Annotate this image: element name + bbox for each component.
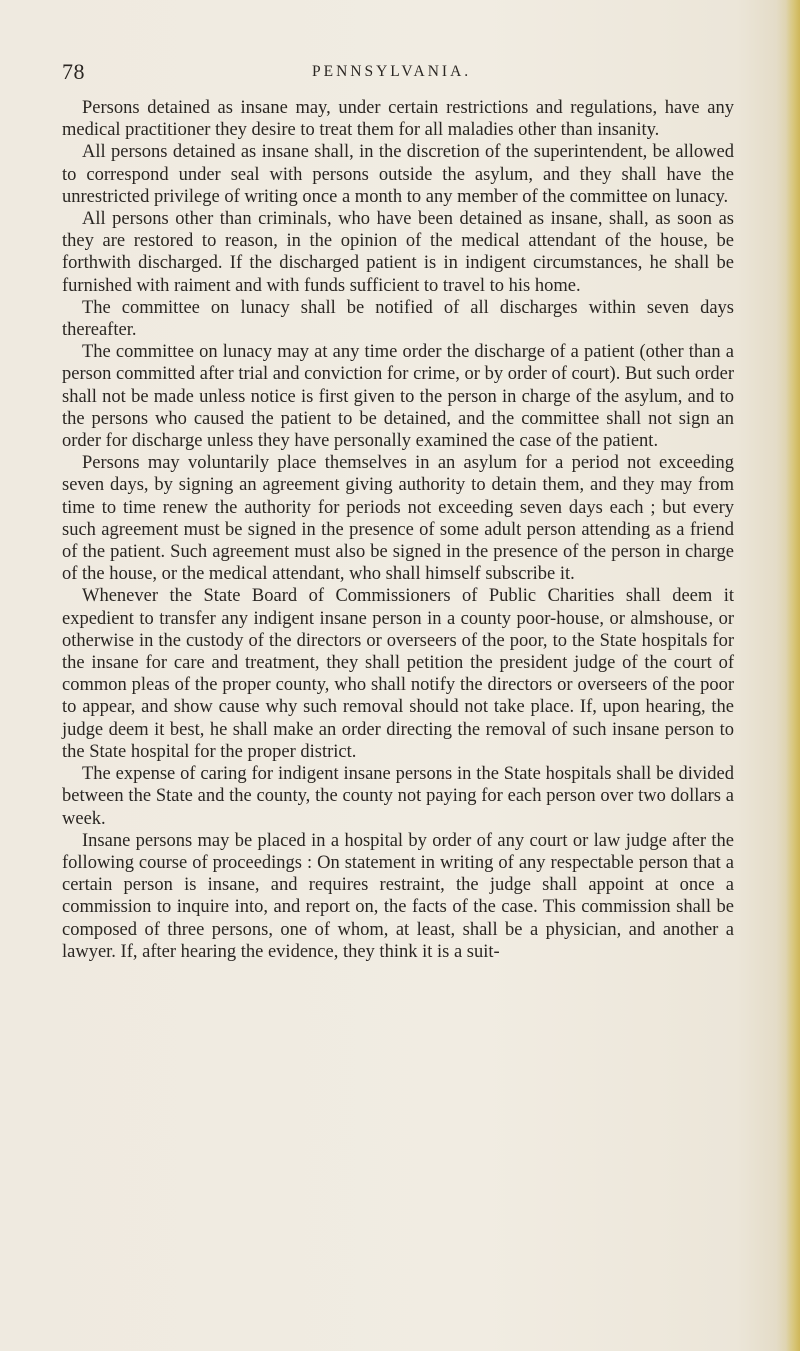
paragraph-committee-order: The committee on lunacy may at any time order the discharge of a patient (other than a person committed after trial and conviction for crime, or by order of court). But such order shall not be made unless notice is first given to the person in charge of the asylum, and to the persons who caused the patient to be detained, and the committee shall not sign an order for discharge unless they have personally examined the case of the patient. [62,342,734,452]
paragraph-correspondence: All persons detained as insane shall, in the discretion of the superintendent, be allowed to correspond under seal with persons outside the asylum, and they shall have the unrestricted privilege of writing once a month to any member of the committee on lunacy. [62,142,734,207]
page-header [62,60,732,84]
body-text [62,97,734,963]
paragraph-notification: The committee on lunacy shall be notified of all discharges within seven days thereafter. [62,297,734,341]
page-number: 78 [62,59,85,84]
paragraph-expense: The expense of caring for indigent insane persons in the State hospitals shall be divided between the State and the county, the county not paying for each person over two dollars a week. [62,764,734,829]
paragraph-court-commitment: Insane persons may be placed in a hospital by order of any court or law judge after the following course of proceedings : On statement in writing of any respectable person that a certain person is insane, and requires restraint, the judge shall appoint at once a commission to inquire into, and report on, the facts of the case. This commission shall be composed of three persons, one of whom, at least, shall be a physician, and another a lawyer. If, after hearing the evidence, they think it is a suit- [62,830,734,962]
paragraph-medical-practitioner: Persons detained as insane may, under certain restrictions and regulations, have any medical practitioner they desire to treat them for all maladies other than insanity. [62,98,734,141]
paragraph-discharge: All persons other than criminals, who have been detained as insane, shall, as soon as they are restored to reason, in the opinion of the medical attendant of the house, be forthwith discharged. If the discharged patient is in indigent circumstances, he shall be furnished with raiment and with funds sufficient to travel to his home. [62,209,734,296]
gilded-page-edge [786,0,800,1351]
paragraph-voluntary-admission: Persons may voluntarily place themselves in an asylum for a period not exceeding seven days, by signing an agreement giving authority to detain them, and they may from time to time renew the authority for periods not exceeding seven days each ; but every such agreement must be signed in the presence of some adult person attending as a friend of the patient. Such agreement must also be signed in the presence of the person in charge of the house, or the medical attendant, who shall himself subscribe it. [62,453,734,585]
running-title: PENNSYLVANIA. [312,63,472,80]
paragraph-transfer: Whenever the State Board of Commissioners of Public Charities shall deem it expedient to transfer any indigent insane person in a county poor-house, or almshouse, or otherwise in the custody of the directors or overseers of the poor, to the State hospitals for the insane for care and treatment, they shall petition the president judge of the court of common pleas of the proper county, who shall notify the directors or overseers of the poor to appear, and show cause why such removal should not take place. If, upon hearing, the judge deem it best, he shall make an order directing the removal of such insane person to the State hospital for the proper district. [62,586,734,762]
